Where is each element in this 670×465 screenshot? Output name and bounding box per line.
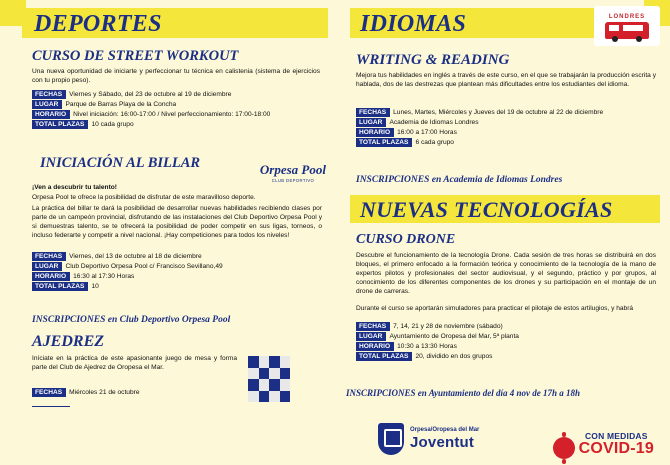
table-row [32,90,324,99]
course-title-drone: CURSO DRONE [356,232,456,247]
table-row [356,108,656,117]
inscriptions-billar: INSCRIPCIONES en Club Deportivo Orpesa Pool [32,315,231,325]
row-label: TOTAL PLAZAS [32,120,88,129]
row-value: Lunes, Martes, Miércoles y Jueves del 19 de octubre al 22 de diciembre [393,109,604,116]
row-label: TOTAL PLAZAS [32,282,88,291]
course-desc-drone-2: Durante el curso se aportarán simuladores para practicar el pilotaje de estos artilugios, y habrá [356,305,634,312]
orpesa-pool-logo-name: Orpesa Pool [259,162,326,177]
billar-desc-line-3: La práctica del billar te dará la posibilidad de desarrollar nuevas habilidades recibiendo clases por parte de un campeón provincial, disfrutando de las instalaciones del Club Deportivo Orpesa Pool y si demuestras talento, se te ofrecerá la posibilidad de poder competir en sus ligas, torneos, o incluso federarte y competir a nivel nacional. ¡Hay competiciones para todos los niveles! [32,205,322,239]
billar-desc-line-2: Orpesa Pool te ofrece la posibilidad de disfrutar de este maravilloso deporte. [32,194,256,201]
row-value: Miércoles 21 de octubre [69,389,140,396]
row-value: Viernes, del 13 de octubre al 18 de diciembre [69,253,202,260]
inscriptions-idiomas: INSCRIPCIONES en Academia de Idiomas Londres [356,175,563,185]
course-title-ajedrez: AJEDREZ [32,333,105,350]
brand-top-label: Orpesa/Oropesa del Mar [410,427,480,433]
row-label: TOTAL PLAZAS [356,138,412,147]
inscriptions-drone: INSCRIPCIONES en Ayuntamiento del día 4 nov de 17h a 18h [346,388,581,398]
row-label: LUGAR [356,332,386,341]
double-decker-bus-icon [605,22,649,39]
billar-desc-line-1: ¡Ven a descubrir tu talento! [32,184,118,191]
deportes-title-band [22,8,328,38]
row-value: 16:30 al 17:30 Horas [73,273,135,280]
course-title-billar: INICIACIÓN AL BILLAR [40,155,201,171]
table-row [356,332,656,341]
coat-of-arms-icon [378,423,404,455]
right-column [338,0,670,465]
nuevas-tecnologias-title-band [350,195,660,223]
section-title-nuevas-tecnologias: NUEVAS TECNOLOGÍAS [360,197,613,222]
row-value: 10 [91,283,99,290]
row-label: TOTAL PLAZAS [356,352,412,361]
table-row [32,272,324,281]
course-desc-ajedrez: Iníciate en la práctica de este apasionante juego de mesa y forma parte del Club de Ajedrez de Oropesa el Mar. [32,355,237,371]
course-title-street-workout: CURSO DE STREET WORKOUT [32,48,239,64]
row-label: FECHAS [356,322,390,331]
row-label: LUGAR [32,262,62,271]
row-value: 20, dividido en dos grupos [415,353,493,360]
table-row [32,100,324,109]
course-desc-drone: Descubre el funcionamiento de la tecnología Drone. Cada sesión de tres horas se distribuirá en dos bloques, el primero enfocado a la formación teórica y conocimiento de la tecnología de la mano de expertos pilotos y profesionales del sector audiovisual, y el segundo, práctico y por grupos, al conocimiento de los diferentes componentes de los drones y su participación en el montaje de un drone de carreras. [356,252,656,295]
row-value: 6 cada grupo [415,139,454,146]
section-title-idiomas: IDIOMAS [360,11,467,37]
footer [0,407,670,465]
row-label: LUGAR [356,118,386,127]
table-row [32,388,262,397]
row-value: 7, 14, 21 y 28 de noviembre (sábado) [393,323,503,330]
joventut-logo [378,423,479,455]
row-label: FECHAS [32,388,66,397]
londres-badge-label: LONDRES [608,13,646,20]
course-title-writing-reading: WRITING & READING [356,52,510,68]
covid-line-2: COVID-19 [578,440,654,457]
table-row [32,110,324,119]
table-row [356,342,656,351]
row-value: 10 cada grupo [91,121,134,128]
table-row [32,120,324,129]
course-desc-street-workout: Una nueva oportunidad de iniciarte y perfeccionar tu técnica en calistenia (sistema de ejercicios con tu propio peso). [32,68,320,84]
row-value: 16:00 a 17:00 Horas [397,129,457,136]
section-title-deportes: DEPORTES [34,11,162,37]
row-label: HORARIO [356,128,394,137]
row-label: HORARIO [356,342,394,351]
course-desc-writing-reading: Mejora tus habilidades en inglés a través de este curso, en el que se trabajarán la producción escrita y hablada, dos de las destrezas que plantean más dificultades entre los estudiantes del idioma. [356,72,656,88]
table-row [356,322,656,331]
table-row [32,262,324,271]
row-label: FECHAS [32,90,66,99]
row-value: Nivel iniciación: 16:00-17:00 / Nivel perfeccionamiento: 17:00-18:00 [73,111,271,118]
row-value: Parque de Barras Playa de la Concha [65,101,177,108]
row-label: HORARIO [32,272,70,281]
row-value: Academia de Idiomas Londres [389,119,479,126]
londres-badge [594,6,660,46]
table-row [356,118,656,127]
table-row [32,282,324,291]
row-value: Club Deportivo Orpesa Pool c/ Francisco Sevillano,49 [65,263,223,270]
row-label: LUGAR [32,100,62,109]
virus-icon [553,437,575,459]
orpesa-pool-logo [260,162,326,183]
row-value: 10:30 a 13:30 Horas [397,343,457,350]
table-row [32,252,324,261]
row-label: FECHAS [356,108,390,117]
table-row [356,138,656,147]
covid-line-1: CON MEDIDAS [584,431,648,441]
table-row [356,352,656,361]
brand-name-label: Joventut [410,434,475,451]
row-value: Ayuntamiento de Oropesa del Mar, 5ª planta [389,333,519,340]
row-label: FECHAS [32,252,66,261]
orpesa-pool-logo-subtitle: CLUB DEPORTIVO [271,178,315,183]
table-row [356,128,656,137]
covid-notice [579,431,654,457]
row-value: Viernes y Sábado, del 23 de octubre al 19 de diciembre [69,91,232,98]
row-label: HORARIO [32,110,70,119]
